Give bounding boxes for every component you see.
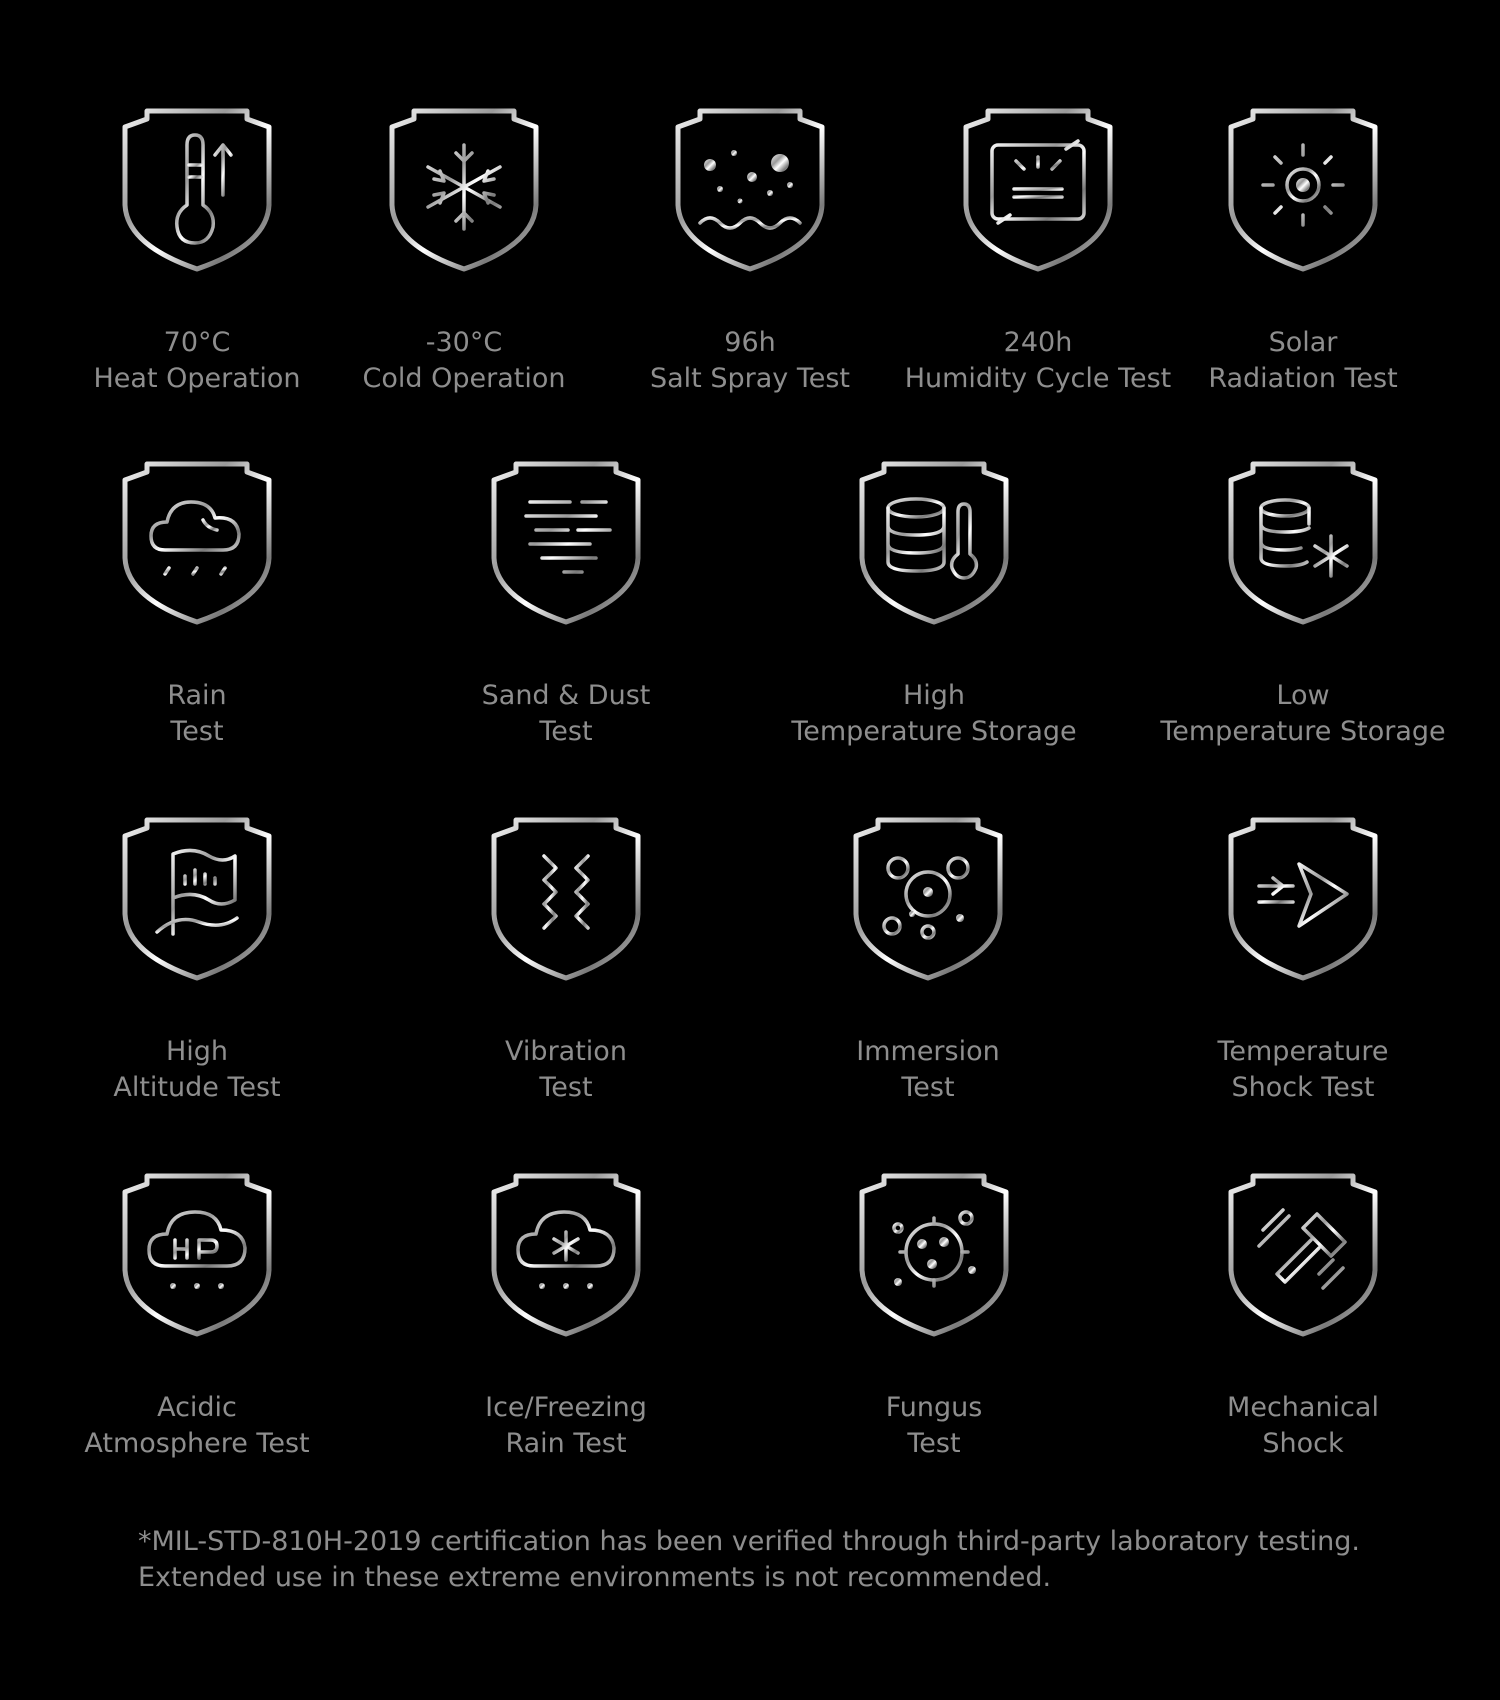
test-heat-operation [47, 105, 347, 397]
test-ice-freezing-rain [416, 1170, 716, 1462]
test-label: Solar Radiation Test [1208, 327, 1398, 394]
vibration-icon [486, 814, 646, 984]
test-immersion [778, 814, 1078, 1106]
temperature-shock-arrow-icon [1223, 814, 1383, 984]
hammer-shock-icon [1223, 1170, 1383, 1340]
thermometer-up-icon [117, 105, 277, 275]
test-high-temperature-storage [784, 458, 1084, 750]
test-label: High Temperature Storage [791, 680, 1077, 747]
altitude-flag-icon [117, 814, 277, 984]
storage-thermometer-icon [854, 458, 1014, 628]
test-label: Ice/Freezing Rain Test [485, 1392, 647, 1459]
test-label: Temperature Shock Test [1217, 1036, 1389, 1103]
freezing-rain-cloud-icon [486, 1170, 646, 1340]
test-sand-dust [416, 458, 716, 750]
storage-snowflake-icon [1223, 458, 1383, 628]
test-label: Rain Test [167, 680, 227, 747]
test-salt-spray [600, 105, 900, 397]
footnote-line-2: Extended use in these extreme environments is not recommended. [138, 1562, 1052, 1593]
test-label: Low Temperature Storage [1160, 680, 1446, 747]
test-solar-radiation [1153, 105, 1453, 397]
snowflake-icon [384, 105, 544, 275]
salt-spray-icon [670, 105, 830, 275]
test-temperature-shock [1153, 814, 1453, 1106]
test-mechanical-shock [1153, 1170, 1453, 1462]
test-fungus [784, 1170, 1084, 1462]
test-label: Fungus Test [885, 1392, 983, 1459]
test-label: Sand & Dust Test [481, 680, 651, 747]
immersion-bubbles-icon [848, 814, 1008, 984]
test-label: Acidic Atmosphere Test [84, 1392, 310, 1459]
sun-icon [1223, 105, 1383, 275]
test-acidic-atmosphere [47, 1170, 347, 1462]
test-high-altitude [47, 814, 347, 1106]
test-cold-operation [314, 105, 614, 397]
test-label: 240h Humidity Cycle Test [904, 327, 1172, 394]
test-label: 96h Salt Spray Test [649, 327, 850, 394]
test-label: Vibration Test [505, 1036, 627, 1103]
test-label: Mechanical Shock [1227, 1392, 1379, 1459]
footnote-line-1: *MIL-STD-810H-2019 certification has been verified through third-party laboratory testing. [138, 1526, 1360, 1557]
test-label: 70°C Heat Operation [93, 327, 301, 394]
test-humidity-cycle [888, 105, 1188, 397]
test-vibration [416, 814, 716, 1106]
test-rain [47, 458, 347, 750]
rain-cloud-icon [117, 458, 277, 628]
test-label: Immersion Test [856, 1036, 1000, 1103]
fungus-icon [854, 1170, 1014, 1340]
test-low-temperature-storage [1153, 458, 1453, 750]
acid-cloud-hp-icon [117, 1170, 277, 1340]
humidity-chamber-icon [958, 105, 1118, 275]
test-label: -30°C Cold Operation [362, 327, 566, 394]
sand-dust-icon [486, 458, 646, 628]
certification-footnote [138, 1524, 1438, 1596]
test-label: High Altitude Test [113, 1036, 281, 1103]
